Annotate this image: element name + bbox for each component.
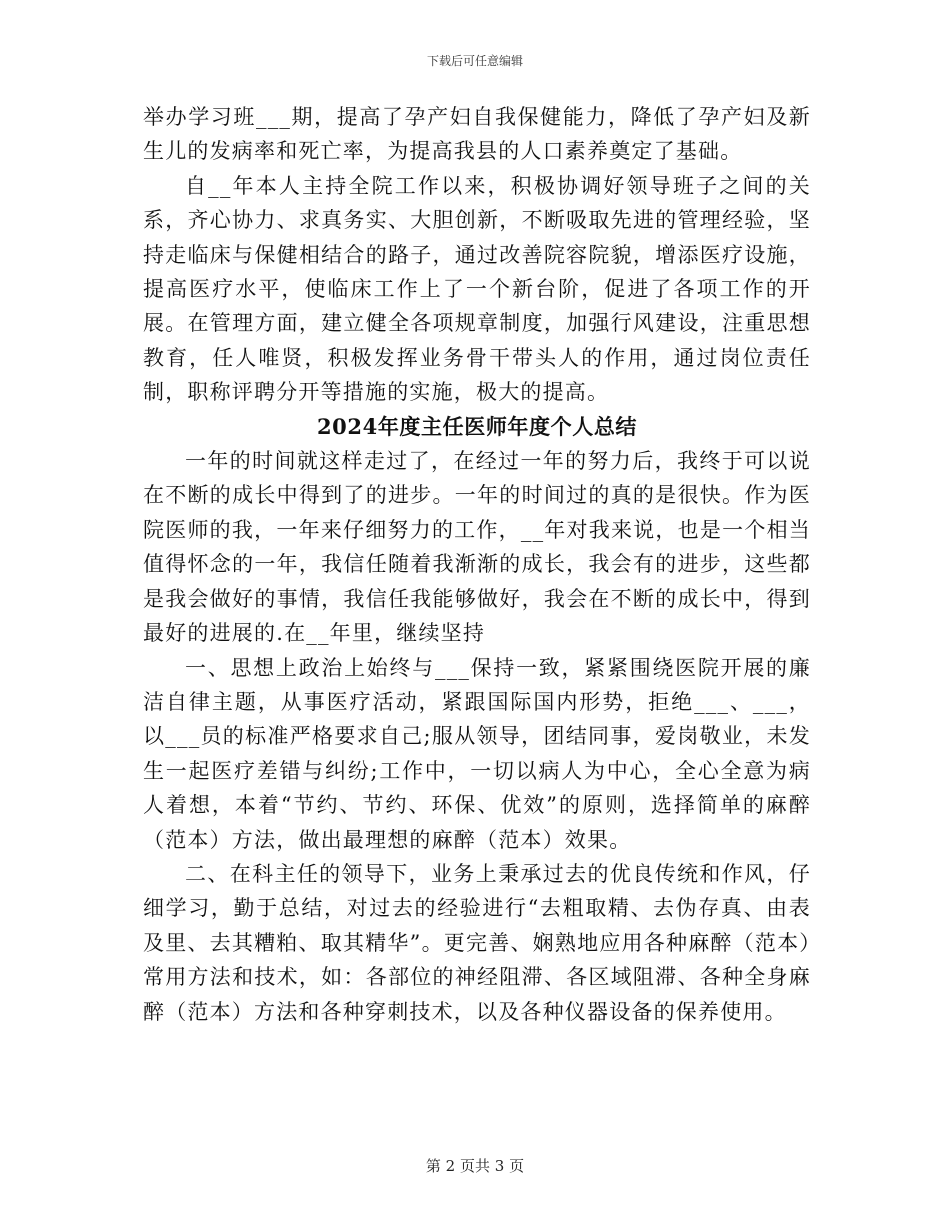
paragraph-point-two: 二、在科主任的领导下，业务上秉承过去的优良传统和作风，仔细学习，勤于总结，对过去的经验进行“去粗取精、去伪存真、由表及里、去其糟粕、取其精华”。更完善、娴熟地应用各种麻醉（范本）常用方法和技术，如：各部位的神经阻滞、各区域阻滞、各种全身麻醉（范本）方法和各种穿刺技术，以及各种仪器设备的保养使用。 xyxy=(143,861,811,1024)
paragraph-management: 自__年本人主持全院工作以来，积极协调好领导班子之间的关系，齐心协力、求真务实、大胆创新，不断吸取先进的管理经验，坚持走临床与保健相结合的路子，通过改善院容院貌，增添医疗设施，提高医疗水平，使临床工作上了一个新台阶，促进了各项工作的开展。在管理方面，建立健全各项规章制度，加强行风建设，注重思想教育，任人唯贤，积极发挥业务骨干带头人的作用，通过岗位责任制，职称评聘分开等措施的实施，极大的提高。 xyxy=(143,173,811,405)
document-body xyxy=(143,100,811,1029)
paragraph-point-one: 一、思想上政治上始终与___保持一致，紧紧围绕医院开展的廉洁自律主题，从事医疗活动，紧跟国际国内形势，拒绝___、___，以___员的标准严格要求自己;服从领导，团结同事，爱岗敬业，未发生一起医疗差错与纠纷;工作中，一切以病人为中心，全心全意为病人着想，本着“节约、节约、环保、优效”的原则，选择简单的麻醉（范本）方法，做出最理想的麻醉（范本）效果。 xyxy=(143,655,811,852)
paragraph-intro: 一年的时间就这样走过了，在经过一年的努力后，我终于可以说在不断的成长中得到了的进步。一年的时间过的真的是很快。作为医院医师的我，一年来仔细努力的工作，__年对我来说，也是一个相当值得怀念的一年，我信任随着我渐渐的成长，我会有的进步，这些都是我会做好的事情，我信任我能够做好，我会在不断的成长中，得到最好的进展的.在__年里，继续坚持 xyxy=(143,449,811,646)
page-footer: 第 2 页共 3 页 xyxy=(425,1157,525,1175)
paragraph-continued: 举办学习班___期，提高了孕产妇自我保健能力，降低了孕产妇及新生儿的发病率和死亡率，为提高我县的人口素养奠定了基础。 xyxy=(143,105,811,164)
section-title: 2024年度主任医师年度个人总结 xyxy=(316,413,638,439)
page-header: 下载后可任意编辑 xyxy=(426,54,523,68)
